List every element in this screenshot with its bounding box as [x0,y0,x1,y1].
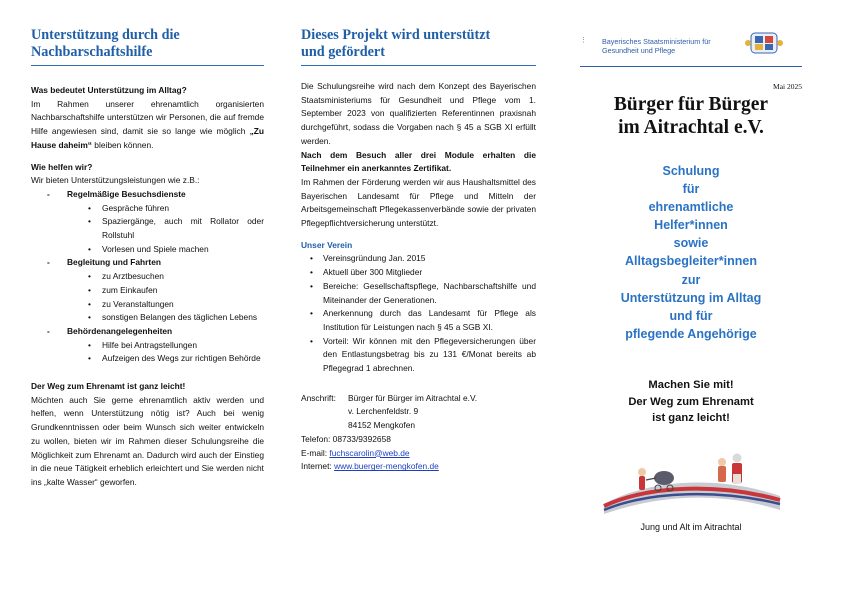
list-item: • sonstigen Belangen des täglichen Lebens [67,311,264,325]
list-item: • Hilfe bei Antragstellungen [67,339,264,353]
email-link[interactable]: fuchscarolin@web.de [329,447,410,458]
help-group: - Regelmäßige Besuchsdienste • Gespräche führen • Spaziergänge, auch mit Rollator oder Rollstuhl • Vorlesen und Spiele machen [31,188,264,257]
young-and-old-illustration [602,444,782,516]
list-item: • Bereiche: Gesellschaftspflege, Nachbarschaftshilfe und Miteinander der Generationen. [301,280,536,307]
column-left [31,0,264,490]
section-verein: Unser Verein • Vereinsgründung Jan. 2015 • Aktuell über 300 Mitglieder • Bereiche: Gesellschaftspflege, Nachbarschaftshilfe und Miteinander der Generationen. • Anerkennung durch das Landesamt für Pflege als Institution für Leistungen nach § 45 a SGB XI. • Vorteil: Wir können mit den Pflegeversicherungen über den Entlastungsbetrag bis zu 131 €/Monat bereits ab Pflegegrad 1 abrechnen. [301,239,536,376]
illustration-caption: Jung und Alt im Aitrachtal [640,522,742,532]
list-item: • Vereinsgründung Jan. 2015 [301,252,536,266]
heading-projekt: Dieses Projekt wird unterstützt und gefördert [301,27,491,60]
call-to-action: Machen Sie mit! Der Weg zum Ehrenamt ist ganz leicht! [628,379,754,424]
list-item: • zu Veranstaltungen [67,298,264,312]
list-item: • zu Arztbesuchen [67,270,264,284]
issue-date: Mai 2025 [773,82,802,91]
org-title: Bürger für Bürger im Aitrachtal e.V. [613,94,769,138]
list-item: • Vorlesen und Spiele machen [67,243,264,257]
ministry-mark-icon: ⋮ [580,37,587,44]
list-item: • Anerkennung durch das Landesamt für Pflege als Institution für Leistungen nach § 45 a SGB XI. [301,307,536,334]
internet-line: Internet: www.buerger-mengkofen.de [301,461,439,472]
website-link[interactable]: www.buerger-mengkofen.de [334,461,439,472]
heading-rule [31,65,264,66]
alltag-text: Im Rahmen unserer ehrenamtlich organisierten Nachbarschaftshilfe unterstützen wir Personen, die auf fremde Hilfe angewiesen sind, damit sie so lange wie möglich „Zu Hause daheim“ bleiben können. [31,98,264,150]
section-projekt: Die Schulungsreihe wird nach dem Konzept des Bayerischen Staatsministeriums für Gesundheit und Pflege vom 1. September 2023 von qualifizierten Referentinnen praxisnah durchgeführt, sodass die Vorgaben nach § 45 a SGB XI erfüllt werden. Nach dem Besuch aller drei Module erhalten die Teilnehmer ein anerkanntes Zertifikat. Im Rahmen der Förderung werden wir aus Haushaltsmittel des Bayerischen Landesamt für Pflege und Mitteln der Arbeitsgemeinschaft Pflegekassenverbände sowie der privaten Pflegepflichtversicherung unterstützt. [301,81,536,229]
column-middle [301,0,536,474]
list-item: • zum Einkaufen [67,284,264,298]
help-group: - Behördenangelegenheiten • Hilfe bei Antragstellungen • Aufzeigen des Wegs zur richtigen Behörde [31,325,264,366]
section-ehrenamt: Der Weg zum Ehrenamt ist ganz leicht! Möchten auch Sie gerne ehrenamtlich aktiv werden und helfen, wenn Unterstützung nötig ist? Auch bei wenig Grundkenntnissen oder beim Wunsch sich weiter entwickeln zu wollen, bieten wir im Rahmen dieser Schulungsreihe die Möglichkeit zum Ehrenamt an. Dadurch wird auch der Einstieg in die neue Tätigkeit erheblich erleichtert und Sie werden nicht ins „kalte Wasser“ geworfen. [31,381,264,487]
email-line: E-mail: fuchscarolin@web.de [301,447,410,458]
ministry-logo: ⋮ Bayerisches Staatsministerium für Gesundheit und Pflege [580,30,802,58]
list-item: • Spaziergänge, auch mit Rollator oder Rollstuhl [67,215,264,242]
list-item: • Aufzeigen des Wegs zur richtigen Behörde [67,352,264,366]
heading-nachbarschaftshilfe: Unterstützung durch die Nachbarschaftshilfe [31,27,180,60]
list-item: • Gespräche führen [67,202,264,216]
training-title: Schulung für ehrenamtliche Helfer*innen sowie Alltagsbegleiter*innen zur Unterstützung im Alltag und für pflegende Angehörige [620,164,762,341]
list-item: • Vorteil: Wir können mit den Pflegeversicherungen über den Entlastungsbetrag bis zu 131 €/Monat bereits ab Pflegegrad 1 abrechnen. [301,335,536,376]
section-alltag: Was bedeutet Unterstützung im Alltag? Im Rahmen unserer ehrenamtlich organisierten Nachbarschaftshilfe unterstützen wir Personen, die auf fremde Hilfe angewiesen sind, damit sie so lange wie möglich „Zu Hause daheim“ bleiben können. [31,84,264,153]
section-wie-helfen: Wie helfen wir? Wir bieten Unterstützungsleistungen wie z.B.: - Regelmäßige Besuchsdienste • Gespräche führen • Spaziergänge, auch mit Rollator oder Rollstuhl • Vorlesen und Spiele machen - Begleitung und Fahrten • zu Arztbesuchen • zum Einkaufen • zu Veranstaltungen • sonstigen Belangen des täglichen Lebens - Behördenangelegenheiten • Hilfe bei Antragstellungen • Aufzeigen des Wegs zur richtigen Behörde [31,161,264,367]
verein-list [301,252,536,375]
contact-block: Anschrift: Bürger für Bürger im Aitrachtal e.V. v. Lerchenfeldstr. 9 84152 Mengkofen Telefon: 08733/9392658 E-mail: fuchscarolin@web.de Internet: www.buerger-mengkofen.de [301,392,536,474]
list-item: • Aktuell über 300 Mitglieder [301,266,536,280]
heading-rule [301,65,536,66]
bavarian-coat-of-arms-icon [745,30,783,56]
help-groups [31,188,264,366]
ministry-rule [580,66,802,67]
help-group: - Begleitung und Fahrten • zu Arztbesuchen • zum Einkaufen • zu Veranstaltungen • sonstigen Belangen des täglichen Lebens [31,256,264,325]
phone: Telefon: 08733/9392658 [301,433,391,444]
